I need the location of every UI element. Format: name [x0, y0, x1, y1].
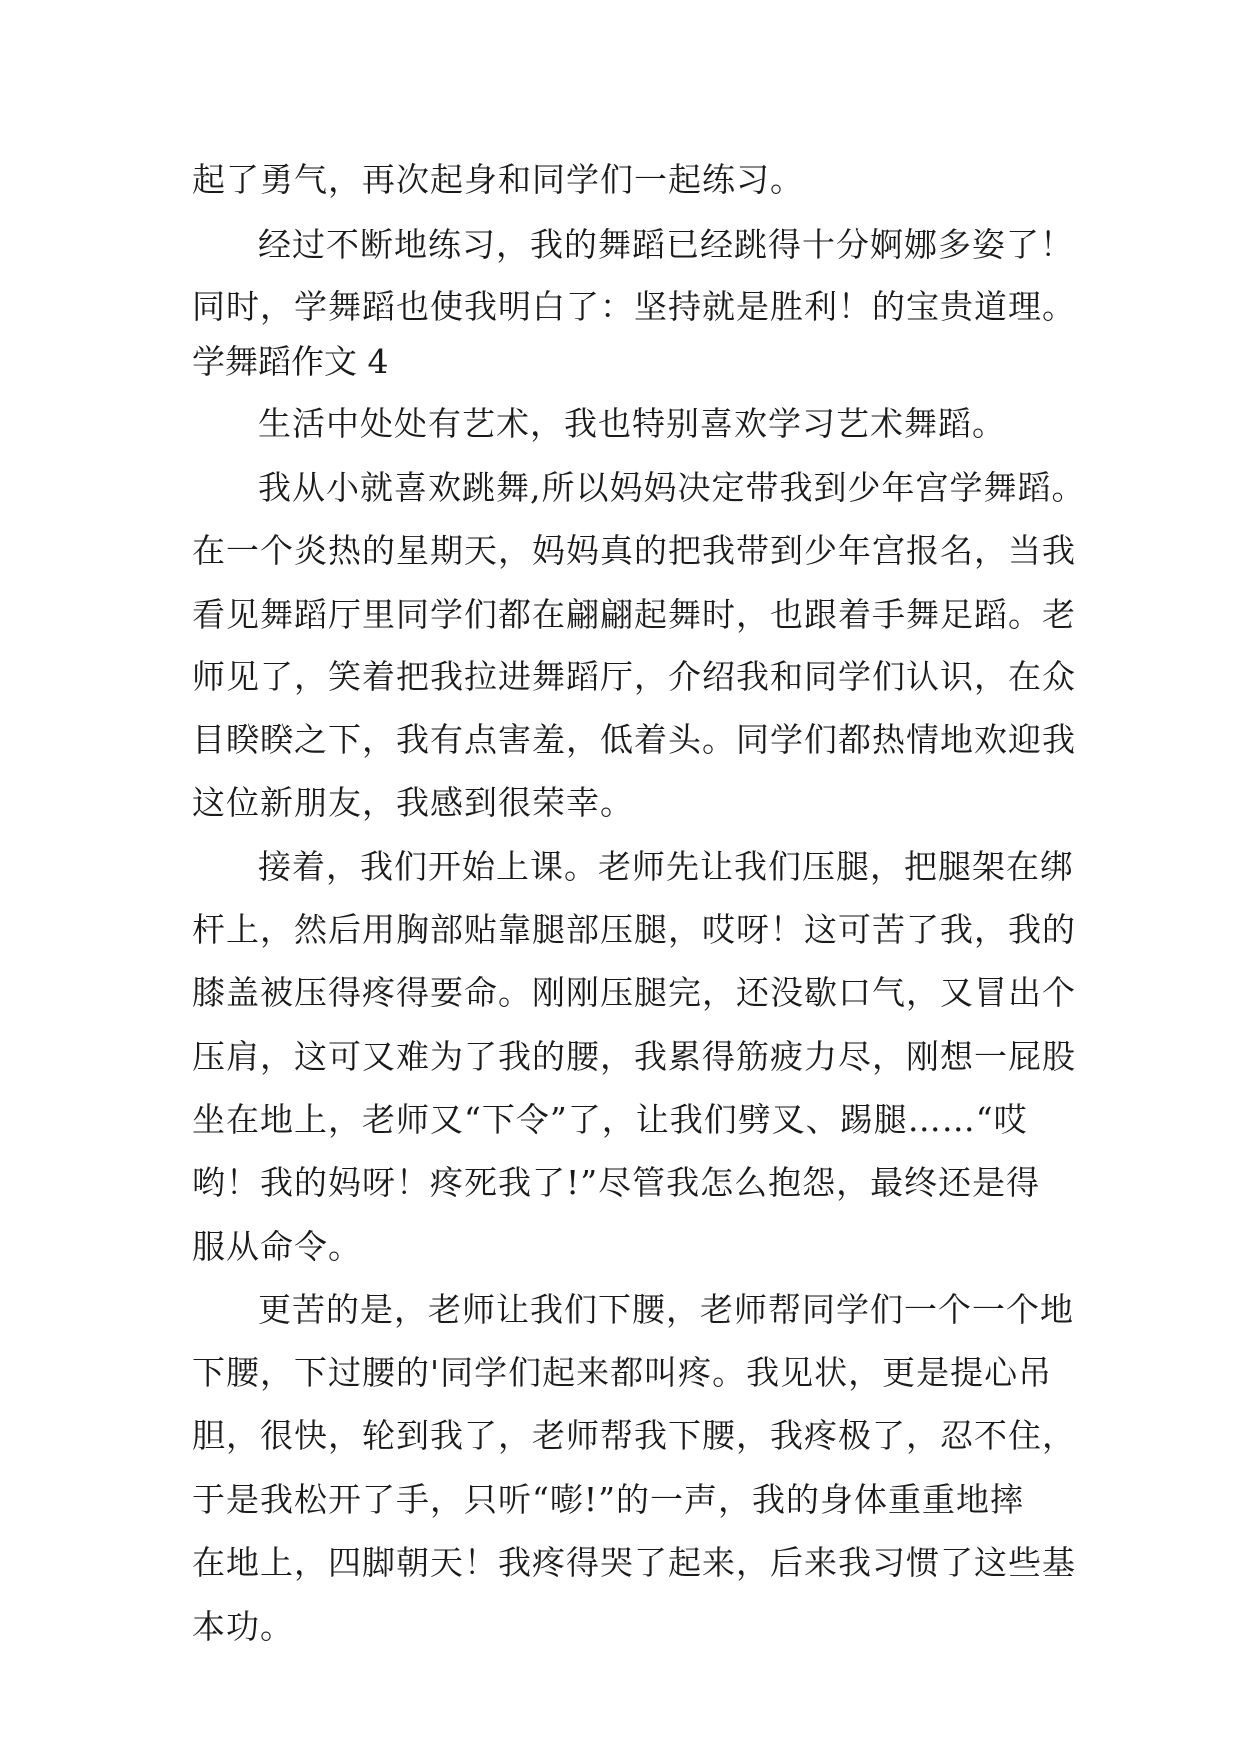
text-line: 生活中处处有艺术，我也特别喜欢学习艺术舞蹈。	[258, 404, 1006, 443]
text-line: 经过不断地练习，我的舞蹈已经跳得十分婀娜多姿了！	[258, 225, 1074, 264]
text-line: 目睽睽之下，我有点害羞，低着头。同学们都热情地欢迎我	[192, 720, 1076, 759]
text-line: 我从小就喜欢跳舞,所以妈妈决定带我到少年宫学舞蹈。	[258, 468, 1086, 507]
text-line: 在一个炎热的星期天，妈妈真的把我带到少年宫报名，当我	[192, 531, 1076, 570]
text-line: 坐在地上，老师又“下令”了，让我们劈叉、踢腿……“哎	[192, 1100, 1028, 1139]
text-line: 胆，很快，轮到我了，老师帮我下腰，我疼极了，忍不住，	[192, 1416, 1076, 1455]
text-line: 起了勇气，再次起身和同学们一起练习。	[192, 160, 804, 199]
text-line: 在地上，四脚朝天！我疼得哭了起来，后来我习惯了这些基	[192, 1543, 1076, 1582]
text-line: 于是我松开了手，只听“嘭!”的一声，我的身体重重地摔	[192, 1480, 1025, 1519]
section-heading: 学舞蹈作文 4	[192, 342, 389, 381]
text-line: 服从命令。	[192, 1227, 362, 1266]
text-line: 同时，学舞蹈也使我明白了：坚持就是胜利！的宝贵道理。	[192, 287, 1076, 326]
text-line: 哟！我的妈呀！疼死我了!”尽管我怎么抱怨，最终还是得	[192, 1163, 1041, 1202]
text-line: 接着，我们开始上课。老师先让我们压腿，把腿架在绑	[258, 847, 1074, 886]
text-line: 更苦的是，老师让我们下腰，老师帮同学们一个一个地	[258, 1290, 1074, 1329]
text-line: 杆上，然后用胸部贴靠腿部压腿，哎呀！这可苦了我，我的	[192, 910, 1076, 949]
text-line: 膝盖被压得疼得要命。刚刚压腿完，还没歇口气，又冒出个	[192, 973, 1076, 1012]
text-line: 看见舞蹈厅里同学们都在翩翩起舞时，也跟着手舞足蹈。老	[192, 595, 1076, 634]
text-line: 这位新朋友，我感到很荣幸。	[192, 783, 634, 822]
text-line: 师见了，笑着把我拉进舞蹈厅，介绍我和同学们认识，在众	[192, 657, 1076, 696]
text-line: 压肩，这可又难为了我的腰，我累得筋疲力尽，刚想一屁股	[192, 1037, 1076, 1076]
text-line: 本功。	[192, 1607, 294, 1646]
text-line: 下腰，下过腰的'同学们起来都叫疼。我见状，更是提心吊	[192, 1353, 1053, 1392]
